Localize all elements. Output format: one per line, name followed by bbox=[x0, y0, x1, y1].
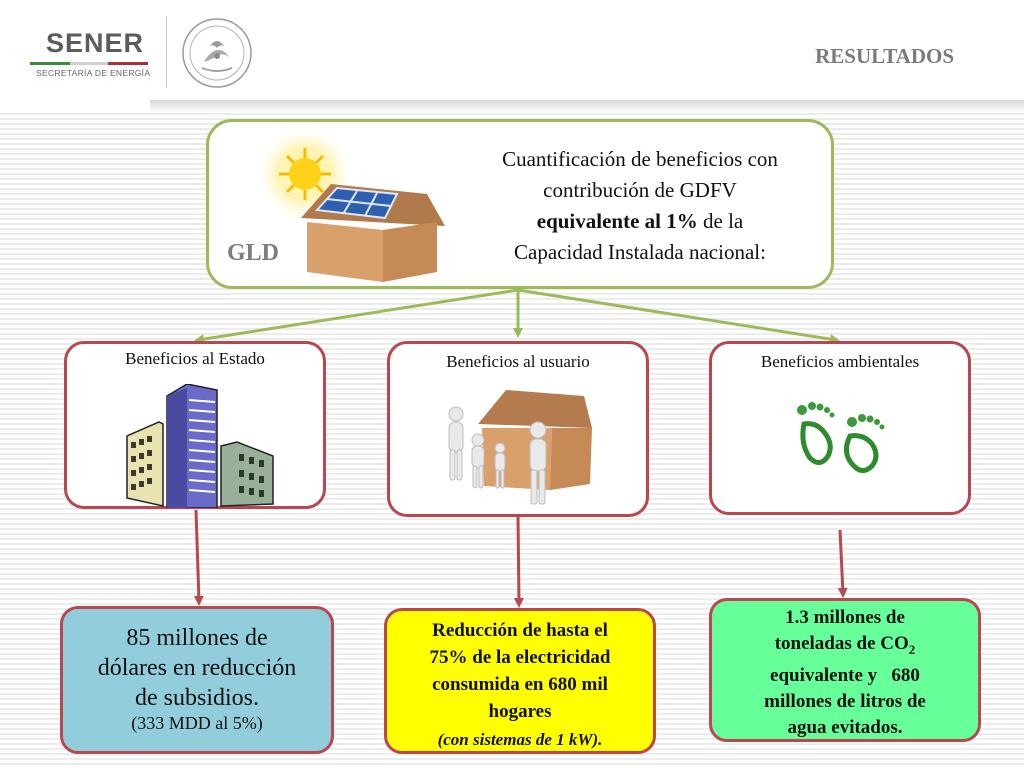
result-ambiental-line-4: millones de litros de bbox=[764, 690, 926, 712]
gld-line-4: Capacidad Instalada nacional: bbox=[514, 240, 766, 264]
gld-description bbox=[467, 144, 813, 268]
arrow-to-ambiental bbox=[518, 290, 836, 340]
sener-subtitle: SECRETARÍA DE ENERGÍA bbox=[36, 68, 151, 78]
sener-logo: SENER bbox=[46, 28, 145, 58]
buildings-icon bbox=[125, 384, 275, 508]
benefit-title-usuario: Beneficios al usuario bbox=[446, 352, 590, 371]
green-footprints-icon bbox=[782, 386, 902, 486]
arrow-usuario-result bbox=[518, 516, 519, 604]
result-box-usuario bbox=[384, 608, 656, 754]
gld-bold-text: equivalente al 1% bbox=[536, 209, 698, 233]
benefit-title-estado: Beneficios al Estado bbox=[125, 349, 265, 368]
result-usuario-line-2: 75% de la electricidad bbox=[429, 647, 611, 668]
arrow-estado-result bbox=[196, 510, 199, 602]
result-box-ambiental bbox=[709, 598, 981, 742]
result-usuario-line-4: hogares bbox=[488, 701, 552, 722]
family-house-icon bbox=[442, 384, 602, 510]
result-ambiental-line-1: 1.3 millones de bbox=[785, 607, 905, 628]
gld-line-3 bbox=[467, 206, 813, 237]
result-usuario-note: (con sistemas de 1 kW). bbox=[437, 730, 603, 749]
page-title: RESULTADOS bbox=[815, 44, 954, 68]
arrow-ambiental-result bbox=[840, 530, 843, 594]
result-estado-line-2: dólares en reducción bbox=[97, 655, 297, 681]
co2-text: toneladas de CO bbox=[774, 633, 909, 654]
benefit-box-ambiental bbox=[709, 341, 971, 515]
gld-label: GLD bbox=[227, 240, 280, 266]
benefit-box-usuario bbox=[387, 341, 649, 517]
co2-subscript: 2 bbox=[908, 641, 916, 657]
result-box-estado bbox=[60, 606, 334, 754]
benefit-box-estado bbox=[64, 341, 326, 509]
result-estado-line-3: de subsidios. bbox=[134, 685, 259, 711]
result-ambiental-line-3: equivalente y 680 bbox=[770, 664, 920, 686]
gld-line-1: Cuantificación de beneficios con bbox=[502, 147, 778, 171]
result-usuario-line-3: consumida en 680 mil bbox=[432, 674, 608, 695]
arrow-to-estado bbox=[198, 290, 518, 340]
gld-summary-box bbox=[206, 119, 834, 289]
result-ambiental-line-5: agua evitados. bbox=[787, 716, 903, 738]
result-estado-note: (333 MDD al 5%) bbox=[131, 713, 263, 733]
gld-line-3-rest: de la bbox=[697, 209, 744, 233]
result-ambiental-line-2 bbox=[712, 631, 978, 663]
benefit-title-ambiental: Beneficios ambientales bbox=[760, 352, 920, 371]
result-usuario-line-1: Reducción de hasta el bbox=[432, 620, 608, 641]
result-estado-line-1: 85 millones de bbox=[126, 625, 268, 651]
gld-line-2: contribución de GDFV bbox=[543, 178, 737, 202]
